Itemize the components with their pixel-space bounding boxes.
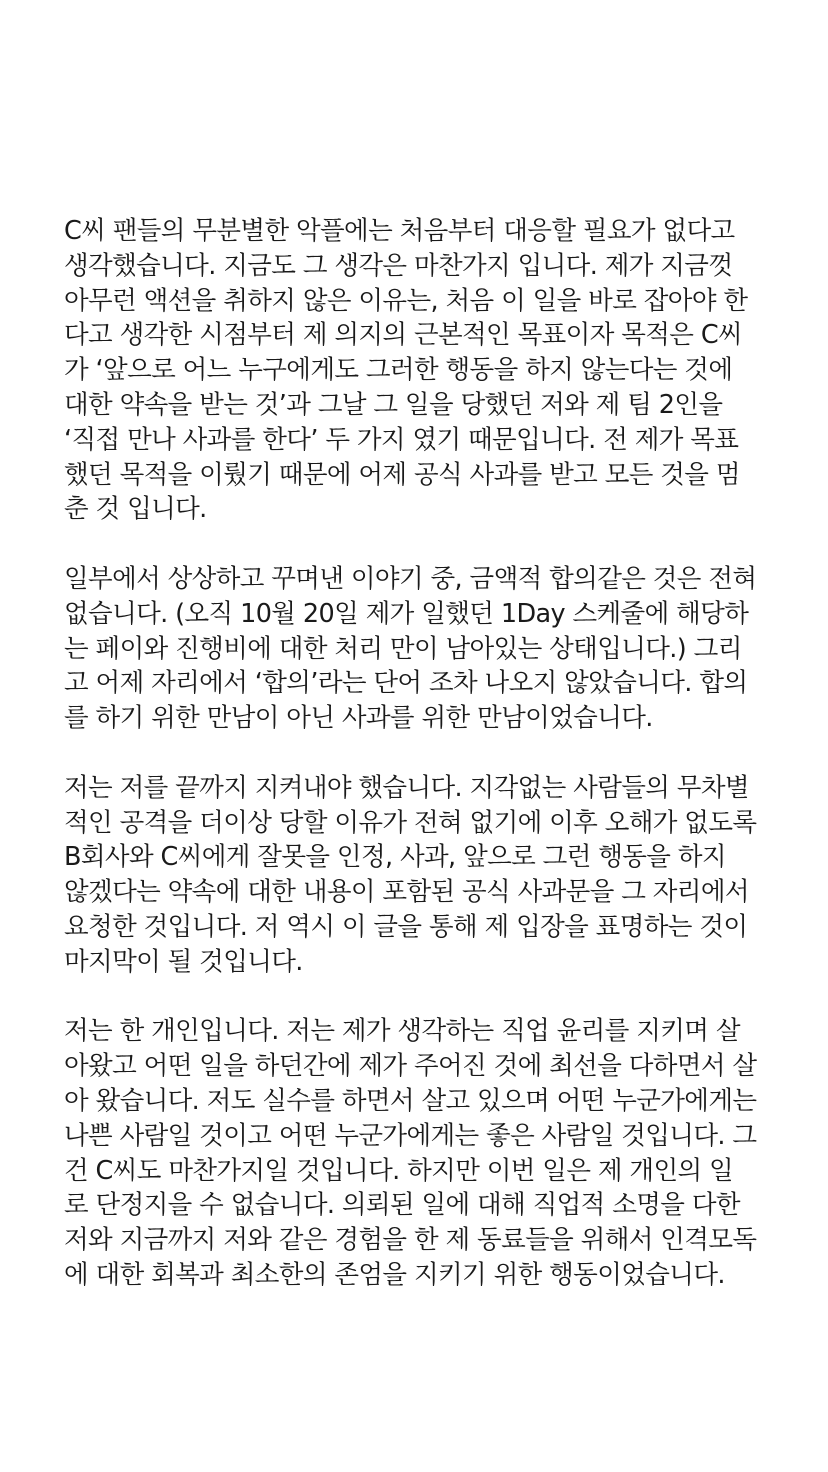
text-line: 생각했습니다. 지금도 그 생각은 마찬가지 입니다. 제가 지금껏	[64, 250, 733, 281]
text-line: 대한 약속을 받는 것’과 그날 그 일을 당했던 저와 제 팀 2인을	[64, 389, 723, 420]
text-line: 건 C씨도 마찬가지일 것입니다. 하지만 이번 일은 제 개인의 일	[64, 1155, 734, 1186]
text-line: 다고 생각한 시점부터 제 의지의 근본적인 목표이자 목적은 C씨	[64, 320, 743, 351]
text-line: 로 단정지을 수 없습니다. 의뢰된 일에 대해 직업적 소명을 다한	[64, 1190, 740, 1221]
text-line: 에 대한 회복과 최소한의 존엄을 지키기 위한 행동이었습니다.	[64, 1259, 725, 1290]
text-line: 춘 것 입니다.	[64, 494, 207, 525]
text-line: 고 어제 자리에서 ‘합의’라는 단어 조차 나오지 않았습니다. 합의	[64, 668, 748, 699]
text-line: 를 하기 위한 만남이 아닌 사과를 위한 만남이었습니다.	[64, 703, 653, 734]
paragraph-1	[64, 214, 764, 527]
text-line: B회사와 C씨에게 잘못을 인정, 사과, 앞으로 그런 행동을 하지	[64, 842, 726, 873]
text-line: 저와 지금까지 저와 같은 경험을 한 제 동료들을 위해서 인격모독	[64, 1225, 757, 1256]
text-line: 했던 목적을 이뤘기 때문에 어제 공식 사과를 받고 모든 것을 멈	[64, 459, 740, 490]
paragraph-3	[64, 771, 764, 980]
text-line: 없습니다. (오직 10월 20일 제가 일했던 1Day 스케줄에 해당하	[64, 598, 749, 629]
text-line: 요청한 것입니다. 저 역시 이 글을 통해 제 입장을 표명하는 것이	[64, 911, 748, 942]
text-line: 마지막이 될 것입니다.	[64, 946, 303, 977]
text-line: ‘직접 만나 사과를 한다’ 두 가지 였기 때문입니다. 전 제가 목표	[64, 424, 739, 455]
text-line: 적인 공격을 더이상 당할 이유가 전혀 없기에 이후 오해가 없도록	[64, 807, 757, 838]
text-line: 는 페이와 진행비에 대한 처리 만이 남아있는 상태입니다.) 그리	[64, 633, 742, 664]
paragraph-2	[64, 562, 764, 736]
text-line: 않겠다는 약속에 대한 내용이 포함된 공식 사과문을 그 자리에서	[64, 877, 749, 908]
paragraph-4	[64, 1014, 764, 1292]
text-line: 나쁜 사람일 것이고 어떤 누군가에게는 좋은 사람일 것입니다. 그	[64, 1120, 757, 1151]
text-line: C씨 팬들의 무분별한 악플에는 처음부터 대응할 필요가 없다고	[64, 216, 735, 246]
text-line: 아 왔습니다. 저도 실수를 하면서 살고 있으며 어떤 누군가에게는	[64, 1085, 757, 1116]
text-line: 아왔고 어떤 일을 하던간에 제가 주어진 것에 최선을 다하면서 살	[64, 1051, 757, 1082]
text-line: 저는 한 개인입니다. 저는 제가 생각하는 직업 윤리를 지키며 살	[64, 1016, 740, 1047]
text-line: 가 ‘앞으로 어느 누구에게도 그러한 행동을 하지 않는다는 것에	[64, 355, 733, 386]
text-line: 일부에서 상상하고 꾸며낸 이야기 중, 금액적 합의같은 것은 전혀	[64, 563, 757, 594]
statement-text	[64, 214, 764, 1328]
text-line: 저는 저를 끝까지 지켜내야 했습니다. 지각없는 사람들의 무차별	[64, 772, 749, 803]
text-line: 아무런 액션을 취하지 않은 이유는, 처음 이 일을 바로 잡아야 한	[64, 285, 748, 316]
